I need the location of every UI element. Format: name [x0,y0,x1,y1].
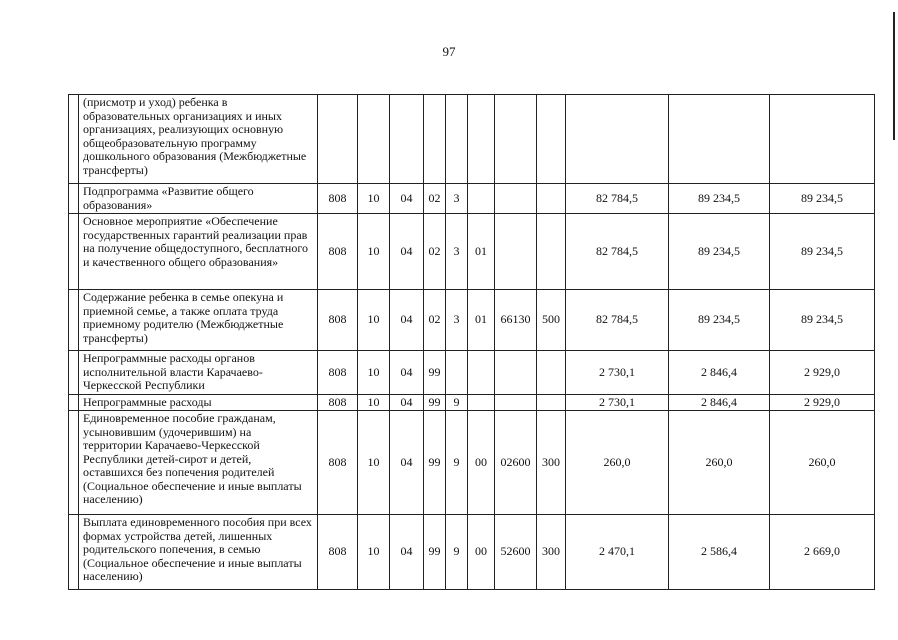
direction-code-cell [468,184,495,214]
subprogram-code-cell: 9 [446,515,468,590]
section-code-cell: 10 [358,411,390,515]
program-code-cell: 99 [424,351,446,395]
amount-year-3-cell: 2 929,0 [770,351,875,395]
table-row [69,515,875,590]
amount-year-3-cell: 260,0 [770,411,875,515]
subsection-code-cell: 04 [390,394,424,411]
ministry-code-cell: 808 [318,351,358,395]
program-code-cell: 99 [424,515,446,590]
subprogram-code-cell: 3 [446,290,468,351]
amount-year-1-cell: 82 784,5 [566,184,669,214]
section-code-cell: 10 [358,184,390,214]
row-index-cell [69,411,79,515]
amount-year-1-cell: 82 784,5 [566,290,669,351]
row-index-cell [69,351,79,395]
amount-year-2-cell: 89 234,5 [669,290,770,351]
row-description: Содержание ребенка в семье опекуна и приемной семье, а также оплата труда приемному родителю (Межбюджетные трансферты) [79,290,318,351]
subsection-code-cell: 04 [390,214,424,290]
amount-year-3-cell: 2 929,0 [770,394,875,411]
section-code-cell: 10 [358,214,390,290]
amount-year-1-cell: 2 470,1 [566,515,669,590]
subsection-code-cell: 04 [390,411,424,515]
row-index-cell [69,515,79,590]
target-code-cell: 66130 [495,290,537,351]
amount-year-2-cell: 260,0 [669,411,770,515]
target-code-cell [495,351,537,395]
expense-type-cell [537,95,566,184]
subprogram-code-cell: 3 [446,214,468,290]
amount-year-1-cell: 2 730,1 [566,394,669,411]
page-number: 97 [442,44,456,59]
subprogram-code-cell: 9 [446,394,468,411]
direction-code-cell: 00 [468,411,495,515]
row-description: Единовременное пособие гражданам, усыновившим (удочерившим) на территории Карачаево-Черкесской Республики детей-сирот и детей, оставшихся без попечения родителей (Социальное обеспечение и иные выплаты населению) [79,411,318,515]
row-description: (присмотр и уход) ребенка в образовательных организациях и иных организациях, реализующих основную общеобразовательную программу дошкольного образования (Межбюджетные трансферты) [79,95,318,184]
expense-type-cell [537,214,566,290]
direction-code-cell [468,95,495,184]
budget-table-body [69,95,875,590]
ministry-code-cell: 808 [318,394,358,411]
expense-type-cell: 300 [537,515,566,590]
amount-year-2-cell: 89 234,5 [669,184,770,214]
program-code-cell: 02 [424,214,446,290]
expense-type-cell: 300 [537,411,566,515]
scan-edge-line [893,12,895,140]
direction-code-cell: 00 [468,515,495,590]
ministry-code-cell: 808 [318,290,358,351]
subsection-code-cell: 04 [390,351,424,395]
expense-type-cell [537,184,566,214]
amount-year-1-cell: 260,0 [566,411,669,515]
budget-table [68,94,875,590]
subprogram-code-cell: 3 [446,184,468,214]
subprogram-code-cell [446,351,468,395]
subsection-code-cell: 04 [390,184,424,214]
direction-code-cell [468,351,495,395]
direction-code-cell: 01 [468,290,495,351]
table-row [69,290,875,351]
program-code-cell [424,95,446,184]
row-description: Основное мероприятие «Обеспечение государственных гарантий реализации прав на получение общедоступного, бесплатного и качественного общего образования» [79,214,318,290]
subsection-code-cell [390,95,424,184]
amount-year-2-cell: 2 846,4 [669,394,770,411]
expense-type-cell: 500 [537,290,566,351]
table-row [69,214,875,290]
section-code-cell: 10 [358,351,390,395]
target-code-cell [495,394,537,411]
amount-year-3-cell [770,95,875,184]
target-code-cell: 52600 [495,515,537,590]
program-code-cell: 99 [424,411,446,515]
direction-code-cell: 01 [468,214,495,290]
table-row [69,394,875,411]
table-row [69,411,875,515]
ministry-code-cell: 808 [318,515,358,590]
section-code-cell: 10 [358,290,390,351]
subprogram-code-cell [446,95,468,184]
target-code-cell [495,214,537,290]
expense-type-cell [537,351,566,395]
section-code-cell [358,95,390,184]
amount-year-2-cell [669,95,770,184]
program-code-cell: 02 [424,184,446,214]
table-row [69,95,875,184]
amount-year-3-cell: 89 234,5 [770,214,875,290]
row-index-cell [69,95,79,184]
target-code-cell [495,184,537,214]
ministry-code-cell: 808 [318,184,358,214]
amount-year-2-cell: 2 586,4 [669,515,770,590]
table-row [69,351,875,395]
section-code-cell: 10 [358,394,390,411]
row-index-cell [69,394,79,411]
subsection-code-cell: 04 [390,515,424,590]
target-code-cell [495,95,537,184]
amount-year-3-cell: 89 234,5 [770,184,875,214]
amount-year-3-cell: 2 669,0 [770,515,875,590]
row-description: Подпрограмма «Развитие общего образования» [79,184,318,214]
subsection-code-cell: 04 [390,290,424,351]
amount-year-2-cell: 2 846,4 [669,351,770,395]
amount-year-1-cell: 2 730,1 [566,351,669,395]
direction-code-cell [468,394,495,411]
amount-year-3-cell: 89 234,5 [770,290,875,351]
row-index-cell [69,290,79,351]
amount-year-1-cell: 82 784,5 [566,214,669,290]
program-code-cell: 02 [424,290,446,351]
ministry-code-cell: 808 [318,411,358,515]
row-description: Непрограммные расходы [79,394,318,411]
row-description: Выплата единовременного пособия при всех формах устройства детей, лишенных родительского попечения, в семью (Социальное обеспечение и иные выплаты населению) [79,515,318,590]
target-code-cell: 02600 [495,411,537,515]
row-index-cell [69,214,79,290]
amount-year-1-cell [566,95,669,184]
program-code-cell: 99 [424,394,446,411]
section-code-cell: 10 [358,515,390,590]
ministry-code-cell [318,95,358,184]
ministry-code-cell: 808 [318,214,358,290]
row-index-cell [69,184,79,214]
table-row [69,184,875,214]
subprogram-code-cell: 9 [446,411,468,515]
amount-year-2-cell: 89 234,5 [669,214,770,290]
row-description: Непрограммные расходы органов исполнительной власти Карачаево-Черкесской Республики [79,351,318,395]
expense-type-cell [537,394,566,411]
